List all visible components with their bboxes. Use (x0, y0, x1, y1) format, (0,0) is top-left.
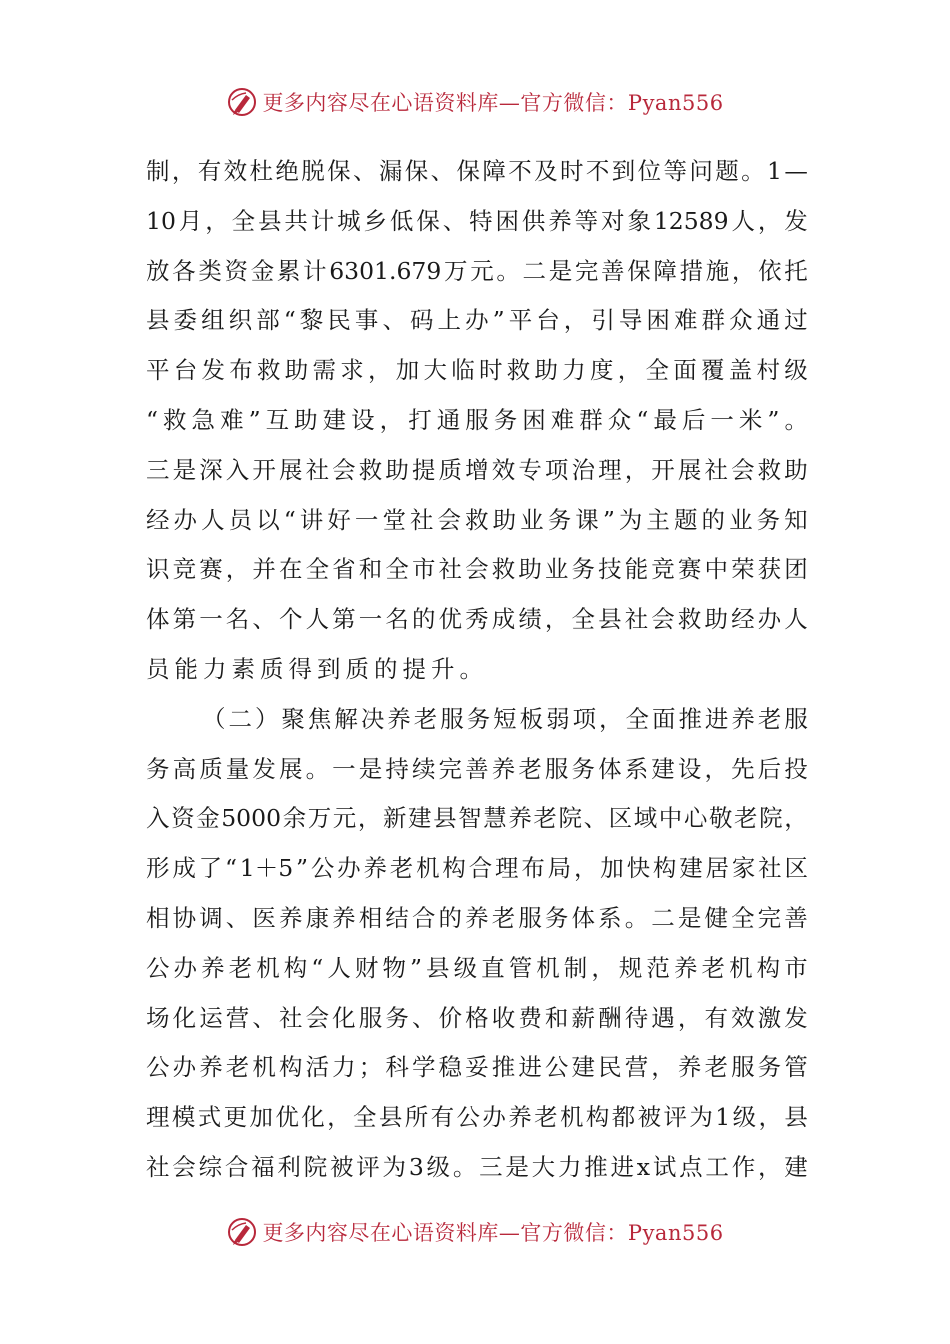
paragraph-2-line-1: （ 二 ） 聚 焦 解 决 养 老 服 务 短 板 弱 项 ， 全 面 推 进 养 老 服 (202, 704, 808, 733)
paragraph-1-line-7: 三 是 深 入 开 展 社 会 救 助 提 质 增 效 专 项 治 理 ， 开 展 社 会 救 助 (146, 455, 808, 484)
paragraph-2-line-6: 公 办 养 老 机 构 “ 人 财 物 ” 县 级 直 管 机 制 ， 规 范 养 老 机 构 市 (146, 953, 808, 982)
paragraph-2-line-9: 理 模 式 更 加 优 化 ， 全 县 所 有 公 办 养 老 机 构 都 被 评 为 1 级 ， 县 (146, 1103, 808, 1132)
paragraph-1-line-2: 10 月 ， 全 县 共 计 城 乡 低 保 、 特 困 供 养 等 对 象 12589 人 ， 发 (146, 206, 808, 235)
pen-nib-logo-icon (226, 1216, 258, 1248)
paragraph-1-line-4: 县 委 组 织 部 “ 黎 民 事 、 码 上 办 ” 平 台 ， 引 导 困 难 群 众 通 过 (146, 306, 808, 335)
paragraph-1-line-8: 经 办 人 员 以 “ 讲 好 一 堂 社 会 救 助 业 务 课 ” 为 主 题 的 业 务 知 (146, 505, 808, 534)
paragraph-1 (146, 147, 808, 695)
paragraph-1-line-5: 平 台 发 布 救 助 需 求 ， 加 大 临 时 救 助 力 度 ， 全 面 覆 盖 村 级 (146, 356, 808, 385)
paragraph-2-line-3: 入 资 金 5000 余 万 元 ， 新 建 县 智 慧 养 老 院 、 区 域 中 心 敬 老 院 ， (146, 804, 808, 833)
paragraph-2-line-10: 社 会 综 合 福 利 院 被 评 为 3 级 。 三 是 大 力 推 进 x 试 点 工 作 ， 建 (146, 1152, 808, 1181)
paragraph-2-line-7: 场 化 运 营 、 社 会 化 服 务 、 价 格 收 费 和 薪 酬 待 遇 ， 有 效 激 发 (146, 1003, 808, 1032)
footer-banner-text: 更多内容尽在心语资料库—官方微信：Pyan556 (262, 1221, 724, 1245)
document-body (146, 147, 808, 1193)
paragraph-1-line-9: 识 竞 赛 ， 并 在 全 省 和 全 市 社 会 救 助 业 务 技 能 竞 赛 中 荣 获 团 (146, 555, 808, 584)
paragraph-1-line-3: 放 各 类 资 金 累 计 6301.679 万 元 。 二 是 完 善 保 障 措 施 ， 依 托 (146, 256, 808, 285)
paragraph-2-line-2: 务 高 质 量 发 展 。 一 是 持 续 完 善 养 老 服 务 体 系 建 设 ， 先 后 投 (146, 754, 808, 783)
paragraph-1-line-1: 制 ， 有 效 杜 绝 脱 保 、 漏 保 、 保 障 不 及 时 不 到 位 等 问 题 。 1 — (146, 157, 808, 185)
pen-nib-logo-icon (226, 86, 258, 118)
header-banner (0, 82, 950, 122)
paragraph-2 (146, 695, 808, 1193)
paragraph-2-line-8: 公 办 养 老 机 构 活 力 ； 科 学 稳 妥 推 进 公 建 民 营 ， 养 老 服 务 管 (146, 1053, 808, 1082)
paragraph-1-line-11: 员能力素质得到质的提升。 (146, 654, 488, 683)
footer-banner (0, 1212, 950, 1252)
paragraph-1-line-6: “ 救 急 难 ” 互 助 建 设 ， 打 通 服 务 困 难 群 众 “ 最 后 一 米 ” 。 (146, 405, 808, 434)
header-banner-text: 更多内容尽在心语资料库—官方微信：Pyan556 (262, 91, 724, 115)
paragraph-2-line-4: 形 成 了 “ 1＋5 ” 公 办 养 老 机 构 合 理 布 局 ， 加 快 构 建 居 家 社 区 (146, 854, 808, 883)
paragraph-1-line-10: 体 第 一 名 、 个 人 第 一 名 的 优 秀 成 绩 ， 全 县 社 会 救 助 经 办 人 (146, 605, 808, 634)
paragraph-2-line-5: 相 协 调 、 医 养 康 养 相 结 合 的 养 老 服 务 体 系 。 二 是 健 全 完 善 (146, 903, 808, 932)
